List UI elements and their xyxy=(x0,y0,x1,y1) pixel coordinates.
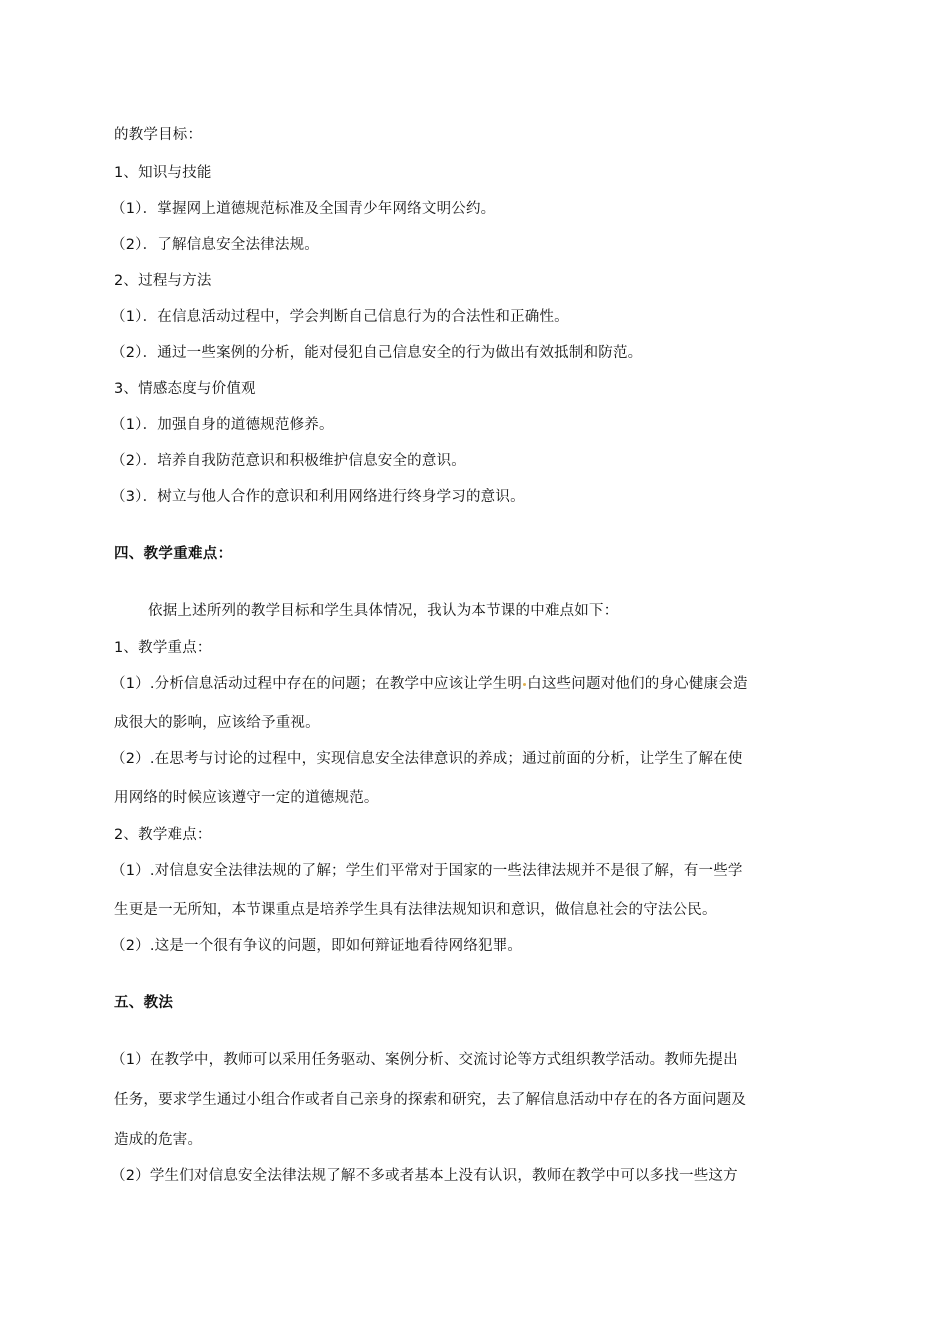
process-title: 2、过程与方法 xyxy=(114,273,212,289)
cursor-mark-icon xyxy=(523,683,526,686)
knowledge-item-1: （1）．掌握网上道德规范标准及全国青少年网络文明公约。 xyxy=(111,201,496,217)
emotion-item-2: （2）．培养自我防范意识和积极维护信息安全的意识。 xyxy=(111,453,466,469)
knowledge-item-2: （2）．了解信息安全法律法规。 xyxy=(111,237,319,253)
difficult-point-2-line-1: （2）.这是一个很有争议的问题，即如何辩证地看待网络犯罪。 xyxy=(111,938,523,954)
emotion-title: 3、情感态度与价值观 xyxy=(114,381,256,397)
emotion-item-1: （1）．加强自身的道德规范修养。 xyxy=(111,417,334,433)
method-para-1-line-1: （1）在教学中，教师可以采用任务驱动、案例分析、交流讨论等方式组织教学活动。教师先提出 xyxy=(111,1052,738,1068)
difficult-points-title: 2、教学难点： xyxy=(114,827,212,843)
method-para-2-line-1: （2）学生们对信息安全法律法规了解不多或者基本上没有认识，教师在教学中可以多找一些这方 xyxy=(111,1168,738,1184)
key-point-1-line-1 xyxy=(111,674,748,694)
key-points-title: 1、教学重点： xyxy=(114,640,212,656)
process-item-2: （2）．通过一些案例的分析，能对侵犯自己信息安全的行为做出有效抵制和防范。 xyxy=(111,345,643,361)
difficult-point-1-line-2: 生更是一无所知，本节课重点是培养学生具有法律法规知识和意识，做信息社会的守法公民。 xyxy=(114,902,717,918)
key-point-1-text-b: 白这些问题对他们的身心健康会造 xyxy=(527,676,748,692)
process-item-1: （1）．在信息活动过程中，学会判断自己信息行为的合法性和正确性。 xyxy=(111,309,569,325)
key-point-1-text-a: （1）.分析信息活动过程中存在的问题；在教学中应该让学生明 xyxy=(111,676,523,692)
objectives-intro: 的教学目标： xyxy=(114,127,203,143)
key-point-2-line-1: （2）.在思考与讨论的过程中，实现信息安全法律意识的养成；通过前面的分析，让学生了解在使 xyxy=(111,751,743,767)
knowledge-title: 1、知识与技能 xyxy=(114,165,212,181)
method-para-1-line-2: 任务，要求学生通过小组合作或者自己亲身的探索和研究，去了解信息活动中存在的各方面问题及 xyxy=(114,1092,747,1108)
section5-heading: 五、教法 xyxy=(114,995,174,1011)
method-para-1-line-3: 造成的危害。 xyxy=(114,1132,203,1148)
section4-heading: 四、教学重难点： xyxy=(114,546,233,562)
emotion-item-3: （3）．树立与他人合作的意识和利用网络进行终身学习的意识。 xyxy=(111,489,525,505)
key-point-1-line-2: 成很大的影响，应该给予重视。 xyxy=(114,715,320,731)
key-point-2-line-2: 用网络的时候应该遵守一定的道德规范。 xyxy=(114,790,379,806)
difficult-point-1-line-1: （1）.对信息安全法律法规的了解；学生们平常对于国家的一些法律法规并不是很了解，有一些学 xyxy=(111,863,743,879)
section4-intro: 依据上述所列的教学目标和学生具体情况，我认为本节课的中难点如下： xyxy=(148,603,619,619)
